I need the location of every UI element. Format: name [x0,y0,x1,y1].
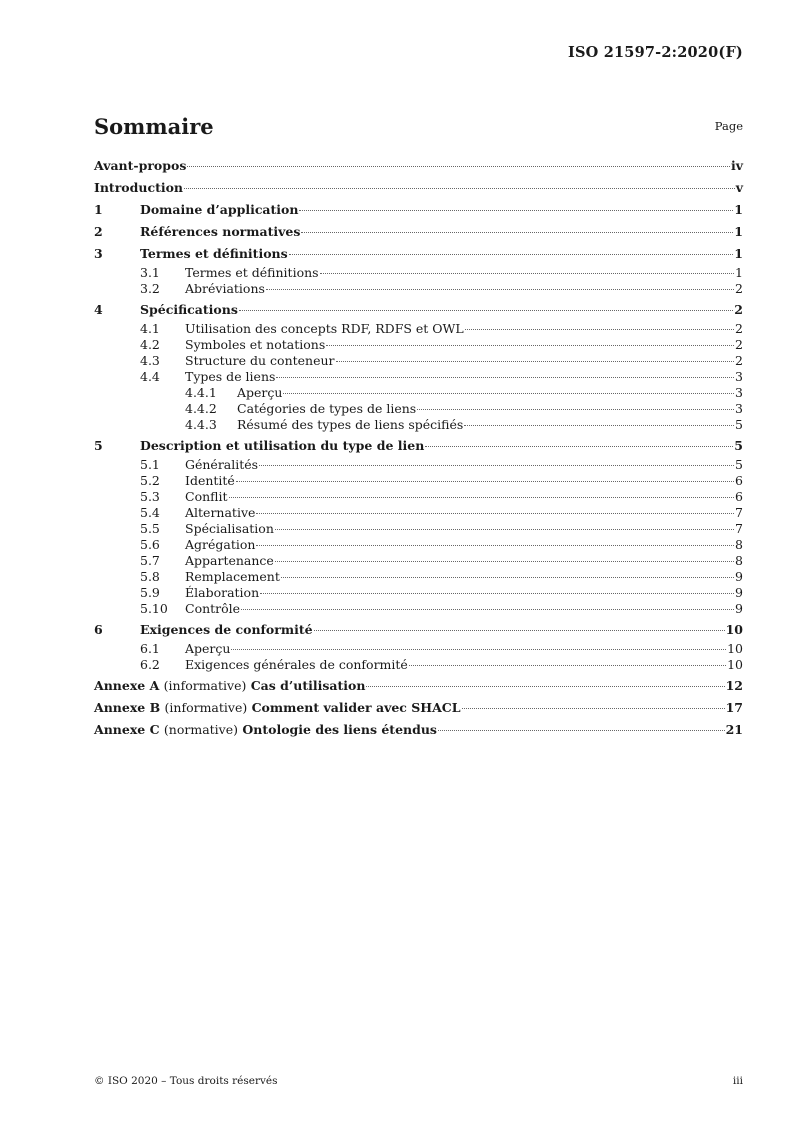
dot-leader [438,730,725,731]
dot-leader [465,329,734,330]
dot-leader [425,446,733,447]
toc-entry-5-2[interactable]: 5.2 Identité 6 [140,473,743,488]
page-column-label: Page [714,119,743,133]
toc-entry-4-4-3[interactable]: 4.4.3 Résumé des types de liens spécifiés 5 [185,417,743,432]
dot-leader [259,465,734,466]
toc-entry-section-6[interactable]: 6 Exigences de conformité 10 [94,622,743,637]
dot-leader [417,409,734,410]
dot-leader [275,529,734,530]
toc-entry-6-1[interactable]: 6.1 Aperçu 10 [140,641,743,656]
toc-entry-3-2[interactable]: 3.2 Abréviations 2 [140,281,743,296]
dot-leader [229,497,735,498]
dot-leader [283,393,734,394]
dot-leader [336,361,735,362]
dot-leader [231,649,726,650]
dot-leader [276,377,734,378]
standard-identifier: ISO 21597-2:2020(F) [567,44,743,61]
toc-entry-avant-propos[interactable]: Avant-propos iv [94,158,743,173]
toc-entry-5-7[interactable]: 5.7 Appartenance 8 [140,553,743,568]
toc-entry-3-1[interactable]: 3.1 Termes et définitions 1 [140,265,743,280]
toc-entry-section-4[interactable]: 4 Spécifications 2 [94,302,743,317]
toc-entry-annexe-a[interactable]: Annexe A (informative) Cas d’utilisation 12 [94,678,743,693]
toc-entry-5-4[interactable]: 5.4 Alternative 7 [140,505,743,520]
footer-page-number: iii [732,1075,743,1087]
dot-leader [184,188,735,189]
dot-leader [314,630,725,631]
toc-entry-5-10[interactable]: 5.10 Contrôle 9 [140,601,743,616]
toc-entry-5-5[interactable]: 5.5 Spécialisation 7 [140,521,743,536]
toc-entry-5-3[interactable]: 5.3 Conflit 6 [140,489,743,504]
toc-entry-4-4[interactable]: 4.4 Types de liens 3 [140,369,743,384]
toc-entry-section-1[interactable]: 1 Domaine d’application 1 [94,202,743,217]
toc-entry-5-6[interactable]: 5.6 Agrégation 8 [140,537,743,552]
dot-leader [239,310,733,311]
dot-leader [241,609,734,610]
toc-entry-annexe-b[interactable]: Annexe B (informative) Comment valider avec SHACL 17 [94,700,743,715]
dot-leader [320,273,734,274]
dot-leader [366,686,724,687]
toc-entry-annexe-c[interactable]: Annexe C (normative) Ontologie des liens étendus 21 [94,722,743,737]
dot-leader [256,545,734,546]
toc-entry-4-1[interactable]: 4.1 Utilisation des concepts RDF, RDFS et OWL 2 [140,321,743,336]
page-title: Sommaire [94,114,214,139]
toc-entry-4-4-1[interactable]: 4.4.1 Aperçu 3 [185,385,743,400]
dot-leader [409,665,726,666]
dot-leader [281,577,734,578]
toc-entry-6-2[interactable]: 6.2 Exigences générales de conformité 10 [140,657,743,672]
dot-leader [256,513,734,514]
toc-entry-section-3[interactable]: 3 Termes et définitions 1 [94,246,743,261]
dot-leader [289,254,734,255]
dot-leader [464,425,734,426]
toc-entry-4-3[interactable]: 4.3 Structure du conteneur 2 [140,353,743,368]
toc-entry-4-2[interactable]: 4.2 Symboles et notations 2 [140,337,743,352]
footer-copyright: © ISO 2020 – Tous droits réservés [94,1075,278,1087]
toc-entry-5-9[interactable]: 5.9 Élaboration 9 [140,585,743,600]
toc-entry-introduction[interactable]: Introduction v [94,180,743,195]
dot-leader [275,561,734,562]
dot-leader [462,708,725,709]
dot-leader [299,210,733,211]
dot-leader [266,289,734,290]
toc-entry-section-2[interactable]: 2 Références normatives 1 [94,224,743,239]
toc-entry-section-5[interactable]: 5 Description et utilisation du type de lien 5 [94,438,743,453]
dot-leader [301,232,733,233]
toc-entry-4-4-2[interactable]: 4.4.2 Catégories de types de liens 3 [185,401,743,416]
dot-leader [187,166,730,167]
dot-leader [326,345,734,346]
table-of-contents [94,155,743,741]
dot-leader [260,593,734,594]
toc-entry-5-8[interactable]: 5.8 Remplacement 9 [140,569,743,584]
toc-entry-5-1[interactable]: 5.1 Généralités 5 [140,457,743,472]
dot-leader [236,481,734,482]
